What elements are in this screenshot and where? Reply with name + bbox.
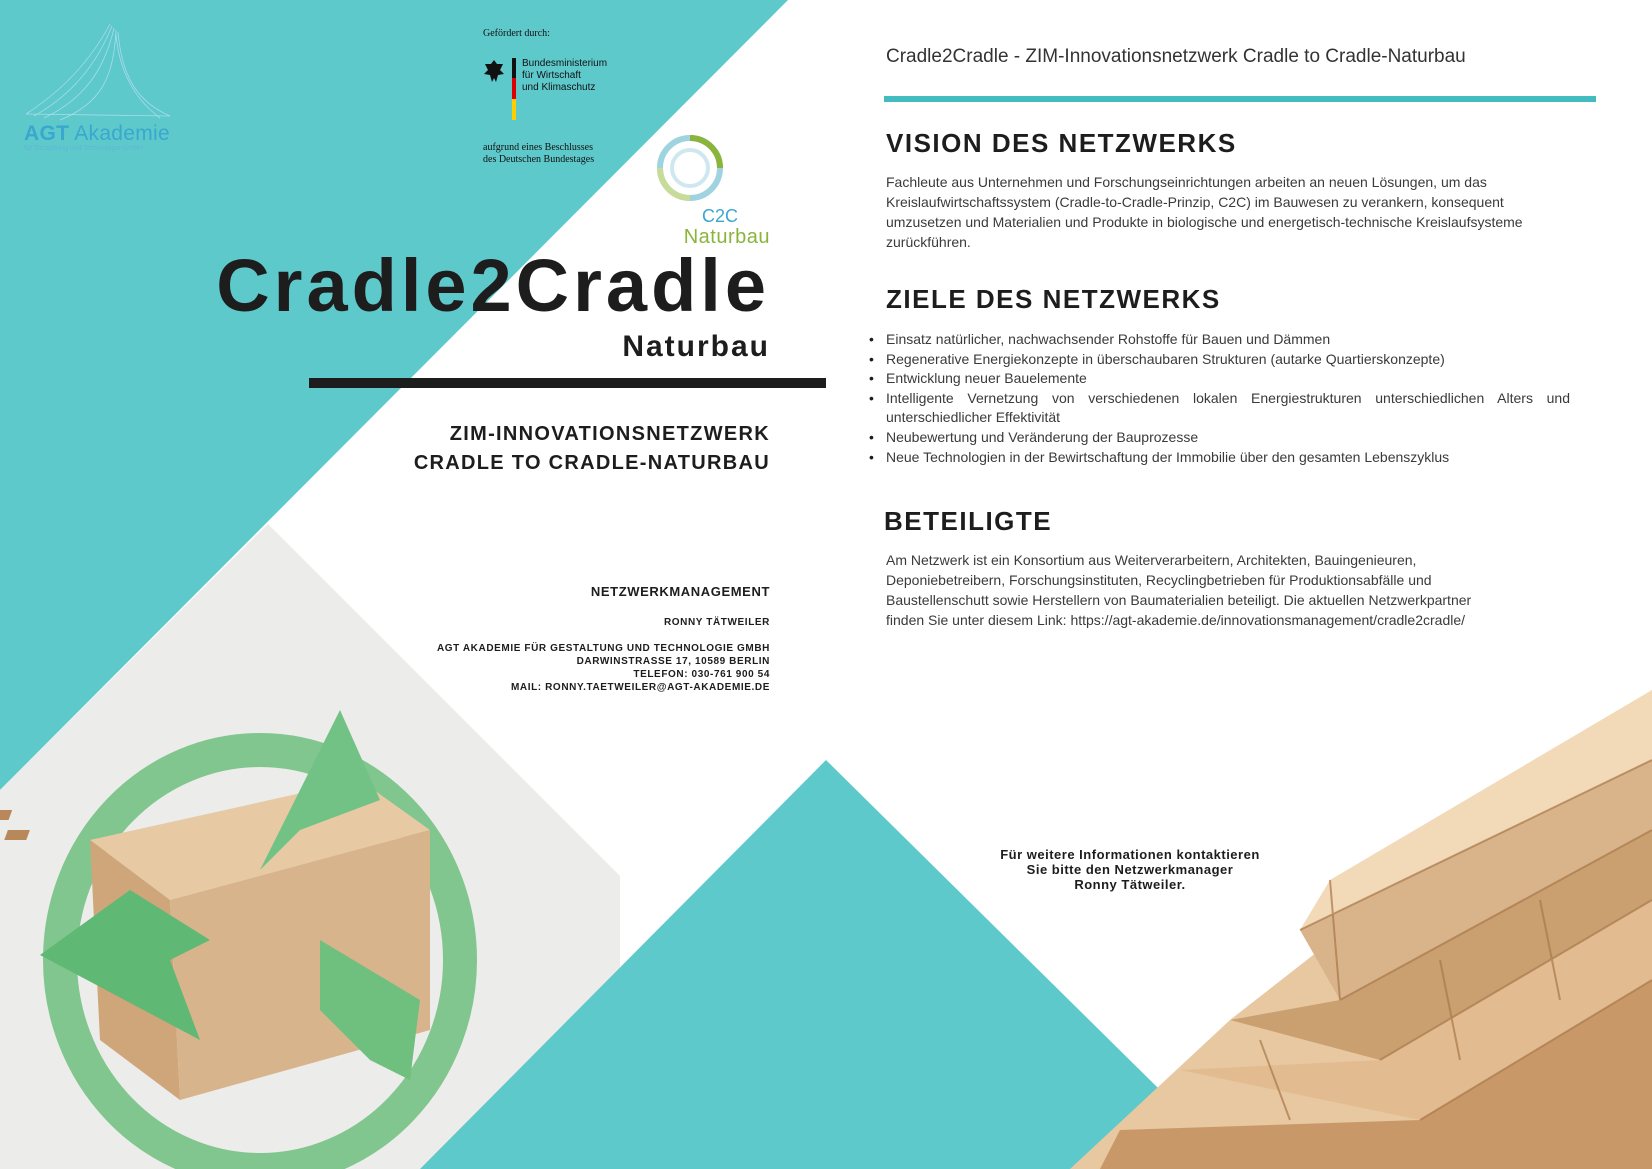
federal-eagle-icon [483, 58, 505, 84]
more-info-note: Für weitere Informationen kontaktieren Sie bitte den Netzwerkmanager Ronny Tätweiler. [1000, 847, 1260, 892]
contact-person: RONNY TÄTWEILER [663, 617, 770, 628]
contact-street: DARWINSTRASSE 17, 10589 BERLIN [576, 656, 770, 667]
list-item: • Intelligente Vernetzung von verschiedenen lokalen Energiestrukturen unterschiedlichen Alters und unterschiedlicher Effektivität [869, 389, 1570, 426]
goals-title: ZIELE DES NETZWERKS [886, 284, 1221, 314]
agt-logo-subtitle: für Gestaltung und Technologie GmbH [24, 145, 143, 152]
title-divider [309, 378, 826, 388]
agt-logo-name: AGT Akademie [24, 122, 170, 145]
c2c-logo-subtext: Naturbau [683, 226, 770, 248]
list-item: • Entwicklung neuer Bauelemente [869, 370, 1087, 387]
list-item: • Regenerative Energiekonzepte in überschaubaren Strukturen (autarke Quartierskonzepte) [869, 350, 1445, 367]
contact-mail[interactable]: MAIL: RONNY.TAETWEILER@AGT-AKADEMIE.DE [510, 682, 770, 693]
goals-list [869, 330, 1570, 467]
german-flag-stripe [512, 58, 516, 120]
list-item: • Neubewertung und Veränderung der Bauprozesse [869, 428, 1199, 445]
vision-text: Fachleute aus Unternehmen und Forschungseinrichtungen arbeiten an neuen Lösungen, um das Kreislaufwirtschaftssystem (Cradle-to-Cradle-Prinzip, C2C) im Bauwesen zu verankern, konsequent umzusetzen und Materialien und Produkte in biologische und energetisch-technische Kreislaufsysteme zurückführen. [886, 174, 1523, 250]
zim-network-title: ZIM-INNOVATIONSNETZWERK CRADLE TO CRADLE-NATURBAU [413, 423, 770, 474]
main-subtitle: Naturbau [622, 330, 770, 363]
funding-heading: Gefördert durch: [483, 28, 550, 39]
c2c-naturbau-logo [652, 130, 728, 206]
page-header: Cradle2Cradle - ZIM-Innovationsnetzwerk Cradle to Cradle-Naturbau [886, 46, 1466, 67]
main-title: Cradle2Cradle [216, 244, 770, 327]
participants-title: BETEILIGTE [884, 506, 1053, 536]
participants-text: Am Netzwerk ist ein Konsortium aus Weiterverarbeitern, Architekten, Bauingenieuren, Deponiebetreibern, Forschungsinstituten, Recyclingbetrieben für Produktionsabfälle und Baustellenschutt sowie Herstellern von Baumaterialien beteiligt. Die aktuellen Netzwerkpartner finden Sie unter diesem Link: https://agt-akademie.de/innovationsmanagement/cradle2cradle/ [886, 552, 1472, 628]
contact-phone: TELEFON: 030-761 900 54 [633, 669, 770, 680]
ministry-name: Bundesministerium für Wirtschaft und Klimaschutz [522, 58, 608, 93]
header-divider [884, 96, 1596, 102]
list-item: • Neue Technologien in der Bewirtschaftung der Immobilie über den gesamten Lebenszyklus [869, 448, 1450, 465]
c2c-logo-text: C2C [701, 206, 738, 226]
vision-title: VISION DES NETZWERKS [886, 128, 1237, 158]
bundestag-resolution: aufgrund eines Beschlusses des Deutschen Bundestages [483, 142, 595, 165]
contact-heading: NETZWERKMANAGEMENT [590, 584, 770, 599]
wood-beams-image [1070, 690, 1652, 1169]
contact-company: AGT AKADEMIE FÜR GESTALTUNG UND TECHNOLOGIE GMBH [436, 643, 770, 654]
list-item: • Einsatz natürlicher, nachwachsender Rohstoffe für Bauen und Dämmen [869, 331, 1331, 347]
